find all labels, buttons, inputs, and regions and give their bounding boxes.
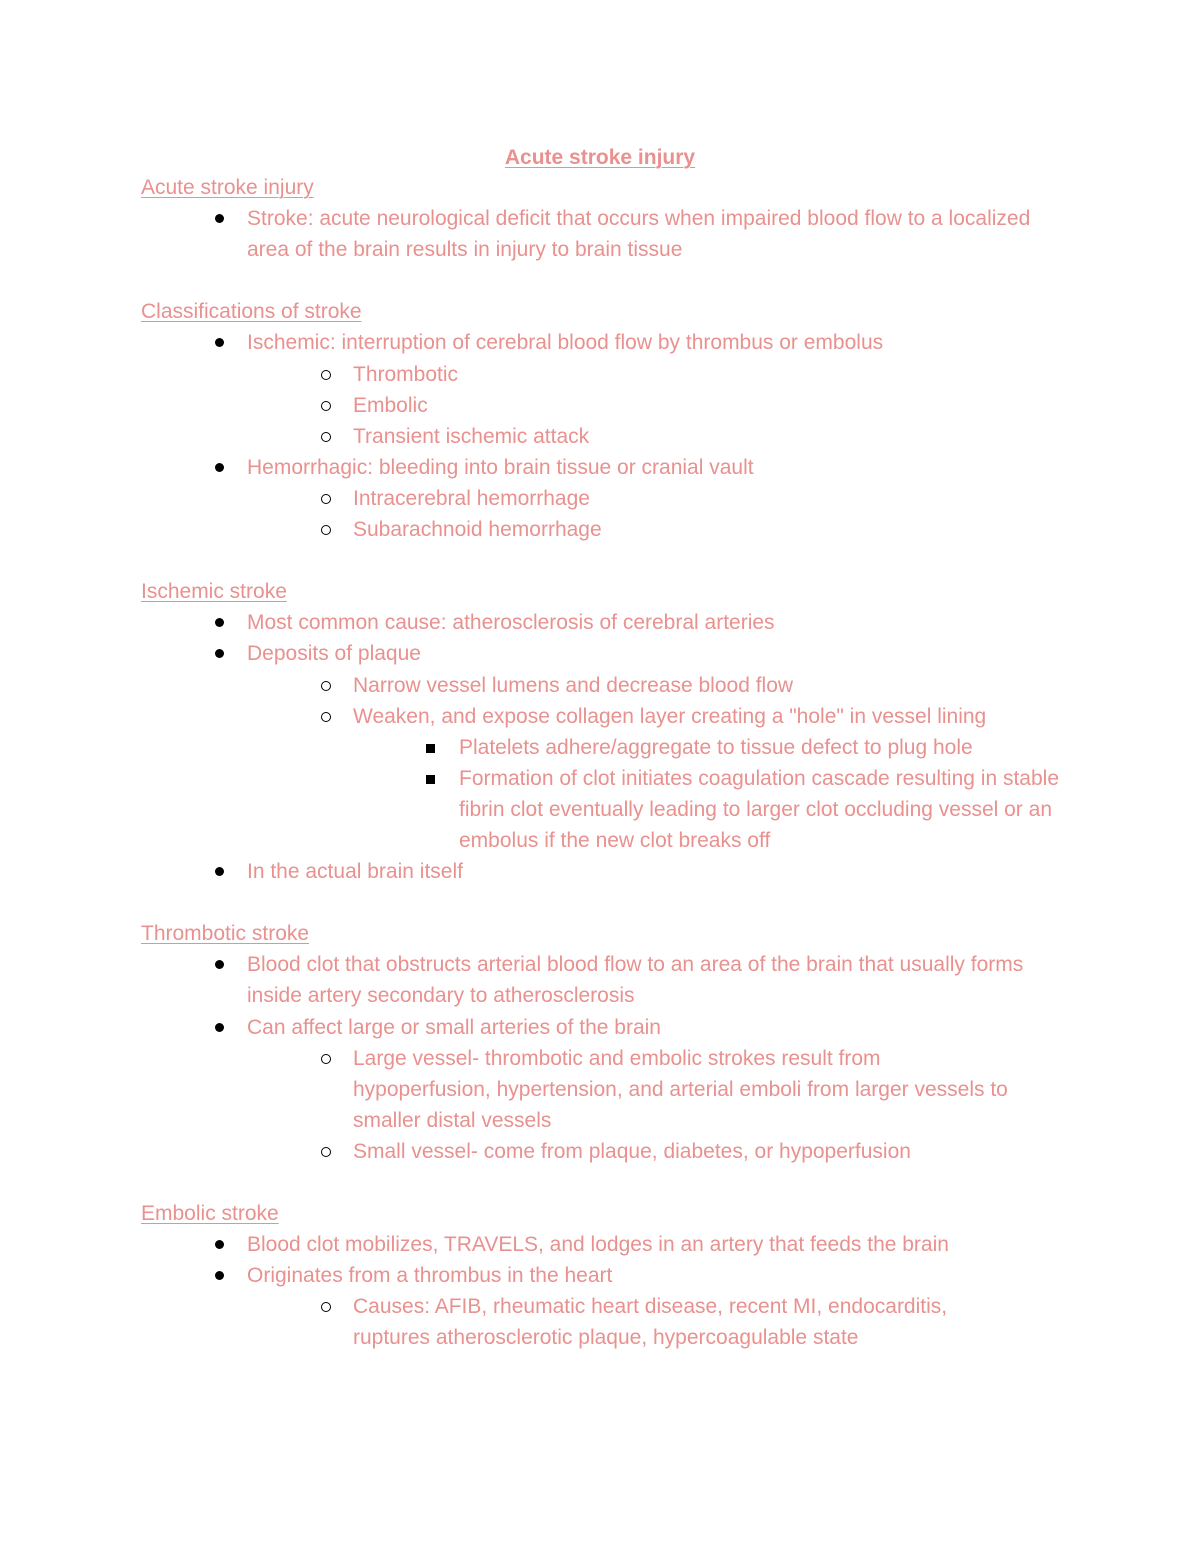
list-item [141,1136,1081,1167]
list-item-text: Embolic [353,393,428,417]
filled-bullet-icon [215,1240,224,1249]
list-item [141,452,1081,483]
list-item [141,483,1081,514]
section-acute-stroke-injury [141,172,1081,265]
list-item-text: Thrombotic [353,362,459,386]
filled-bullet-icon [215,1271,224,1280]
list-item [141,359,1081,390]
blank-line [141,887,1081,918]
list-item-text: Narrow vessel lumens and decrease blood flow [353,673,794,697]
list-item [141,421,1081,452]
section-thrombotic-stroke [141,918,1081,1167]
bullet-list [141,1229,1081,1353]
list-item [141,1012,1081,1043]
list-item-text: Deposits of plaque [247,642,421,666]
list-item-text: Transient ischemic attack [353,424,590,448]
list-item-text: Large vessel- thrombotic and embolic strokes result from hypoperfusion, hypertension, and arterial emboli from larger vessels to smaller distal vessels [353,1046,1008,1132]
list-item [141,1291,1081,1353]
bullet-list [141,607,1081,887]
blank-line [141,545,1081,576]
list-item [141,638,1081,669]
hollow-bullet-icon [321,432,331,442]
list-item-text: Can affect large or small arteries of the brain [247,1015,661,1039]
list-item-text: Originates from a thrombus in the heart [247,1264,613,1288]
list-item-text: Blood clot mobilizes, TRAVELS, and lodges in an artery that feeds the brain [247,1233,949,1257]
hollow-bullet-icon [321,494,331,504]
hollow-bullet-icon [321,712,331,722]
filled-bullet-icon [215,960,224,969]
bullet-list [141,327,1081,545]
section-ischemic-stroke [141,576,1081,887]
list-item [141,670,1081,701]
list-item [141,1260,1081,1291]
list-item-text: Subarachnoid hemorrhage [353,518,602,542]
list-item-text: Causes: AFIB, rheumatic heart disease, recent MI, endocarditis, ruptures atherosclerotic plaque, hypercoagulable state [353,1295,948,1350]
filled-bullet-icon [215,463,224,472]
list-item-text: In the actual brain itself [247,860,463,884]
section-classifications-of-stroke [141,296,1081,545]
hollow-bullet-icon [321,401,331,411]
bullet-list [141,203,1081,265]
list-item [141,1229,1081,1260]
list-item [141,732,1081,763]
list-item-text: Formation of clot initiates coagulation cascade resulting in stable fibrin clot eventually leading to larger clot occluding vessel or an embolus if the new clot breaks off [459,766,1059,852]
list-item [141,701,1081,732]
list-item [141,1043,1081,1136]
square-bullet-icon [426,744,435,753]
list-item-text: Weaken, and expose collagen layer creating a "hole" in vessel lining [353,704,987,728]
list-item [141,607,1081,638]
filled-bullet-icon [215,618,224,627]
hollow-bullet-icon [321,1054,331,1064]
document-title: Acute stroke injury [504,146,696,169]
section-heading: Acute stroke injury [141,176,314,199]
blank-line [141,265,1081,296]
list-item [141,949,1081,1011]
square-bullet-icon [426,775,435,784]
hollow-bullet-icon [321,681,331,691]
hollow-bullet-icon [321,1147,331,1157]
hollow-bullet-icon [321,1302,331,1312]
section-heading: Classifications of stroke [141,300,362,324]
section-heading: Thrombotic stroke [141,922,310,946]
list-item-text: Blood clot that obstructs arterial blood flow to an area of the brain that usually forms inside artery secondary to atherosclerosis [247,953,1024,1008]
list-item-text: Ischemic: interruption of cerebral blood flow by thrombus or embolus [247,331,884,355]
list-item [141,203,1081,265]
list-item-text: Stroke: acute neurological deficit that occurs when impaired blood flow to a localized area of the brain results in injury to brain tissue [247,207,1031,262]
list-item [141,327,1081,358]
list-item-text: Most common cause: atherosclerosis of cerebral arteries [247,611,775,635]
list-item [141,856,1081,887]
hollow-bullet-icon [321,370,331,380]
blank-line [141,1167,1081,1198]
filled-bullet-icon [215,1023,224,1032]
filled-bullet-icon [215,214,224,223]
list-item-text: Intracerebral hemorrhage [353,486,590,510]
bullet-list [141,949,1081,1167]
document-body [141,172,1081,1354]
list-item [141,390,1081,421]
section-heading: Ischemic stroke [141,580,287,604]
section-heading: Embolic stroke [141,1202,279,1226]
list-item-text: Hemorrhagic: bleeding into brain tissue or cranial vault [247,455,754,479]
list-item [141,514,1081,545]
section-embolic-stroke [141,1198,1081,1353]
filled-bullet-icon [215,338,224,347]
filled-bullet-icon [215,649,224,658]
list-item [141,763,1081,856]
hollow-bullet-icon [321,525,331,535]
list-item-text: Small vessel- come from plaque, diabetes, or hypoperfusion [353,1139,911,1163]
list-item-text: Platelets adhere/aggregate to tissue defect to plug hole [459,735,973,759]
filled-bullet-icon [215,867,224,876]
